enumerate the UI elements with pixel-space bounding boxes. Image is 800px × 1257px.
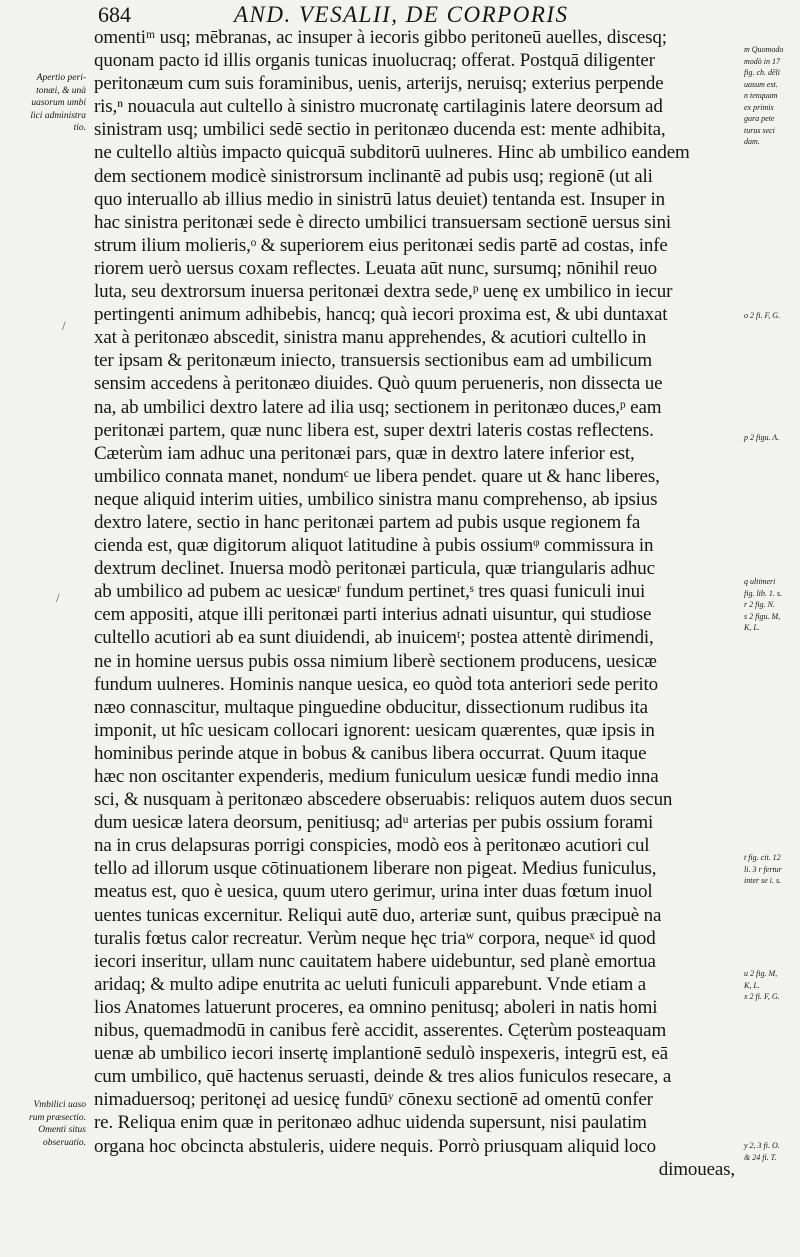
text-line: lios Anatomes latuerunt proceres, ea omnino penitusq; aboleri in natis homi <box>94 996 658 1018</box>
margin-note-line: K, L. <box>744 623 760 632</box>
text-line: quonam pacto id illis organis tunicas inuolucraq; offerat. Postquā diligenter <box>94 50 655 72</box>
right-margin-note-7 <box>744 1140 800 1163</box>
text-line: pertingenti animum adhibebis, hancq; quà iecori proxima est, & ubi duntaxat <box>94 304 668 326</box>
right-margin-note-5 <box>744 852 800 887</box>
text-line: iecori inseritur, ullam nunc cauitatem habere uidebuntur, sed planè emortua <box>94 950 656 972</box>
right-margin-note-2 <box>744 310 800 323</box>
text-line: cum umbilico, quē hactenus seruasti, deinde & tres alios funiculos resecare, a <box>94 1066 672 1088</box>
text-line: cultello acutiori ab ea sunt diuidendi, ab inuicemᵗ; postea attentè dirimendi, <box>94 627 654 649</box>
text-line: tello ad illorum usque cōtinuationem liberare non pigeat. Medius funiculus, <box>94 858 657 880</box>
text-line: imponit, ut hîc uesicam collocari ignorent: uesicam quærentes, quæ ipsis in <box>94 719 655 741</box>
margin-note-line: li. 3 r fertur <box>744 864 782 874</box>
text-line: umbilico connata manet, nondumᶜ ue libera pendet. quare ut & hanc liberes, <box>94 465 660 487</box>
margin-note-line: tio. <box>73 123 86 133</box>
text-line: meatus est, quo è uesica, quum utero gerimur, urina inter duas fœtum inuol <box>94 881 653 903</box>
page-number: 684 <box>98 2 131 27</box>
margin-note-line: dam. <box>744 137 760 146</box>
margin-note-line: turus seci <box>744 125 775 135</box>
text-line: ris,ⁿ nouacula aut cultello à sinistro mucronatę cartilaginis latere deorsum ad <box>94 96 663 118</box>
text-line: dem sectionem modicè sinistrorsum inclinantē ad pubis usq; regionē (ut ali <box>94 165 653 187</box>
text-line: cem appositi, atque illi peritonæi parti interius adnati uisuntur, qui studiose <box>94 604 652 626</box>
margin-note-line: m Quomodo <box>744 45 784 54</box>
margin-note-line: & 24 fi. T. <box>744 1152 777 1162</box>
text-line: organa hoc obcincta abstuleris, uidere nequis. Porrò priusquam aliquid loco <box>94 1135 656 1157</box>
pencil-mark-1: / <box>62 318 66 333</box>
text-line: nibus, quemadmodū in canibus ferè accidit, asserentes. Cęterùm posteaquam <box>94 1020 667 1042</box>
text-line: fundum uulneres. Hominis nanque uesica, eo quòd tota anteriori sede perito <box>94 673 659 695</box>
text-line: ne in homine uersus pubis ossa nimium liberè sectionem producens, uesicæ <box>94 650 657 672</box>
text-line: neque aliquid interim uities, umbilico sinistra manu comprehenso, ab ipsius <box>94 488 658 510</box>
margin-note-line: inter se i. s. <box>744 876 782 885</box>
text-line: hac sinistra peritonæi sede è directo umbilici transuersam sectionē uersus sini <box>94 211 671 233</box>
margin-note-line: fig. ch. dēli <box>744 68 780 77</box>
margin-note-line: lici administra <box>30 110 86 121</box>
text-line: riorem uerò uersus coxam reflectes. Leuata aūt nunc, sursumq; nōnihil reuo <box>94 257 657 279</box>
right-margin-note-1 <box>744 44 800 148</box>
right-margin-note-6 <box>744 968 800 1003</box>
text-line: sensim accedens à peritonæo diuides. Quò quum perueneris, non dissecta ue <box>94 373 663 395</box>
margin-note-line: ex primis <box>744 102 774 112</box>
left-margin-note-apertio <box>2 72 86 135</box>
text-line-catchword: dimoueas, <box>658 1158 735 1180</box>
text-line: ne cultello altiùs impacto quicquā subditorū uulneres. Hinc ab umbilico eandem <box>94 142 690 164</box>
text-line: dextro latere, sectio in hanc peritonæi partem ad pubis usque regionem fa <box>94 511 641 533</box>
margin-note-line: Apertio peri- <box>36 73 86 83</box>
margin-note-line: n tenquam <box>744 91 778 100</box>
text-line: quo interuallo ab illius medio in sinistrū latus deuiet) tentanda est. Insuper in <box>94 188 665 210</box>
text-line: Cæterùm iam adhuc una peritonæi pars, quæ in dextro latere inferior est, <box>94 442 635 464</box>
text-line: ter ipsam & peritonæum iniecto, transuersis sectionibus eam ad umbilicum <box>94 350 653 372</box>
text-line: luta, seu dextrorsum inuersa peritonæi dextra sede,ᵖ uenę ex umbilico in iecur <box>94 281 673 303</box>
margin-note-line: gura pete <box>744 114 775 123</box>
margin-note-line: uasorum umbi <box>31 98 86 108</box>
text-line: cienda est, quæ digitorum aliquot latitudine à pubis ossiumᵠ commissura in <box>94 535 654 557</box>
margin-note-line: obseruatio. <box>42 1137 86 1148</box>
pencil-mark-2: / <box>56 590 60 605</box>
text-line: sinistram usq; umbilici sedē sectio in peritonæo ducenda est: mente adhibita, <box>94 119 666 141</box>
text-line: nimaduersoq; peritonęi ad uesicę fundūʸ cōnexu sectionē ad omentū confer <box>94 1089 653 1111</box>
text-line: peritonæum cum suis foraminibus, uenis, arterijs, neruisq; exterius perpende <box>94 73 664 95</box>
text-line: uentes tunicas excernitur. Reliqui autē duo, arteriæ sunt, quibus præcipuè na <box>94 904 662 926</box>
text-line: re. Reliqua enim quæ in peritonæo adhuc uidenda supersunt, nisi paulatim <box>94 1112 647 1134</box>
text-line: uenæ ab umbilico iecori insertę implantionē sedulò inspexeris, integrū est, eā <box>94 1043 668 1065</box>
margin-note-line: t fig. cit. 12 <box>744 853 781 862</box>
body-text <box>94 26 739 1181</box>
text-line: ab umbilico ad pubem ac uesicæʳ fundum pertinet,ˢ tres quasi funiculi inui <box>94 581 646 603</box>
right-margin-note-3 <box>744 432 800 445</box>
running-head: AND. VESALII, DE CORPORIS <box>234 2 569 27</box>
text-line: dextrum declinet. Inuersa modò peritonæi particula, quæ triangularis adhuc <box>94 558 655 580</box>
text-line: hominibus perinde atque in bobus & canibus libera occurrat. Quum itaque <box>94 742 647 764</box>
margin-note-line: modò in 17 <box>744 56 780 66</box>
text-line: strum ilium molieris,ᵒ & superiorem eius peritonæi sedis partē ad costas, infe <box>94 234 668 256</box>
margin-note-line: Omenti situs <box>38 1125 86 1135</box>
text-line: dum uesicæ latera deorsum, penitiusq; adᵘ arterias per pubis ossium forami <box>94 812 654 834</box>
text-line: peritonæi partem, quæ nunc libera est, super dextri lateris costas reflectens. <box>94 419 654 441</box>
margin-note-line: r 2 fig. N. <box>744 600 775 609</box>
left-margin-note-umbilici <box>2 1099 86 1149</box>
text-line: na, ab umbilici dextro latere ad ilia usq; sectionem in peritonæo duces,ᵖ eam <box>94 396 662 418</box>
text-line: na in crus delapsuras porrigi conspicies, modò eos à peritonæo acutiori cul <box>94 835 650 857</box>
margin-note-line: Vmbilici uaso <box>33 1100 86 1110</box>
text-line: hæc non oscitanter expenderis, medium funiculum uesicæ fundi medio inna <box>94 766 659 787</box>
margin-note-line: u 2 fig. M, <box>744 969 778 978</box>
margin-note-line: o 2 fi. F, G. <box>744 311 781 320</box>
text-line: næo connascitur, multaque pinguedine obducitur, dissectionum rudibus ita <box>94 696 648 718</box>
margin-note-line: x 2 fi. F, G. <box>744 992 780 1001</box>
margin-note-line: uasum est. <box>744 79 778 89</box>
margin-note-line: s 2 figu. M, <box>744 611 781 621</box>
margin-note-line: tonæi, & unà <box>36 85 86 96</box>
right-margin-note-4 <box>744 576 800 634</box>
margin-note-line: fig. lib. 1. s. <box>744 588 783 598</box>
text-line: xat à peritonæo abscedit, sinistra manu apprehendes, & acutiori cultello in <box>94 327 647 349</box>
text-line: aridaq; & multo adipe enutrita ac ueluti funiculi apparebunt. Vnde etiam a <box>94 973 647 995</box>
text-line: omentiᵐ usq; mēbranas, ac insuper à iecoris gibbo peritoneū auelles, discesq; <box>94 27 667 48</box>
text-line: turalis fœtus calor recreatur. Verùm neque hęc triaʷ corpora, nequeˣ id quod <box>94 927 656 949</box>
margin-note-line: y 2, 3 fi. O. <box>744 1141 780 1150</box>
text-line: sci, & nusquam à peritonæo abscedere obseruabis: reliquos autem duos secun <box>94 789 673 811</box>
margin-note-line: rum præsectio. <box>29 1112 86 1123</box>
margin-note-line: q ultimeri <box>744 577 776 586</box>
margin-note-line: p 2 figu. A. <box>744 433 780 442</box>
margin-note-line: K, L. <box>744 980 760 990</box>
